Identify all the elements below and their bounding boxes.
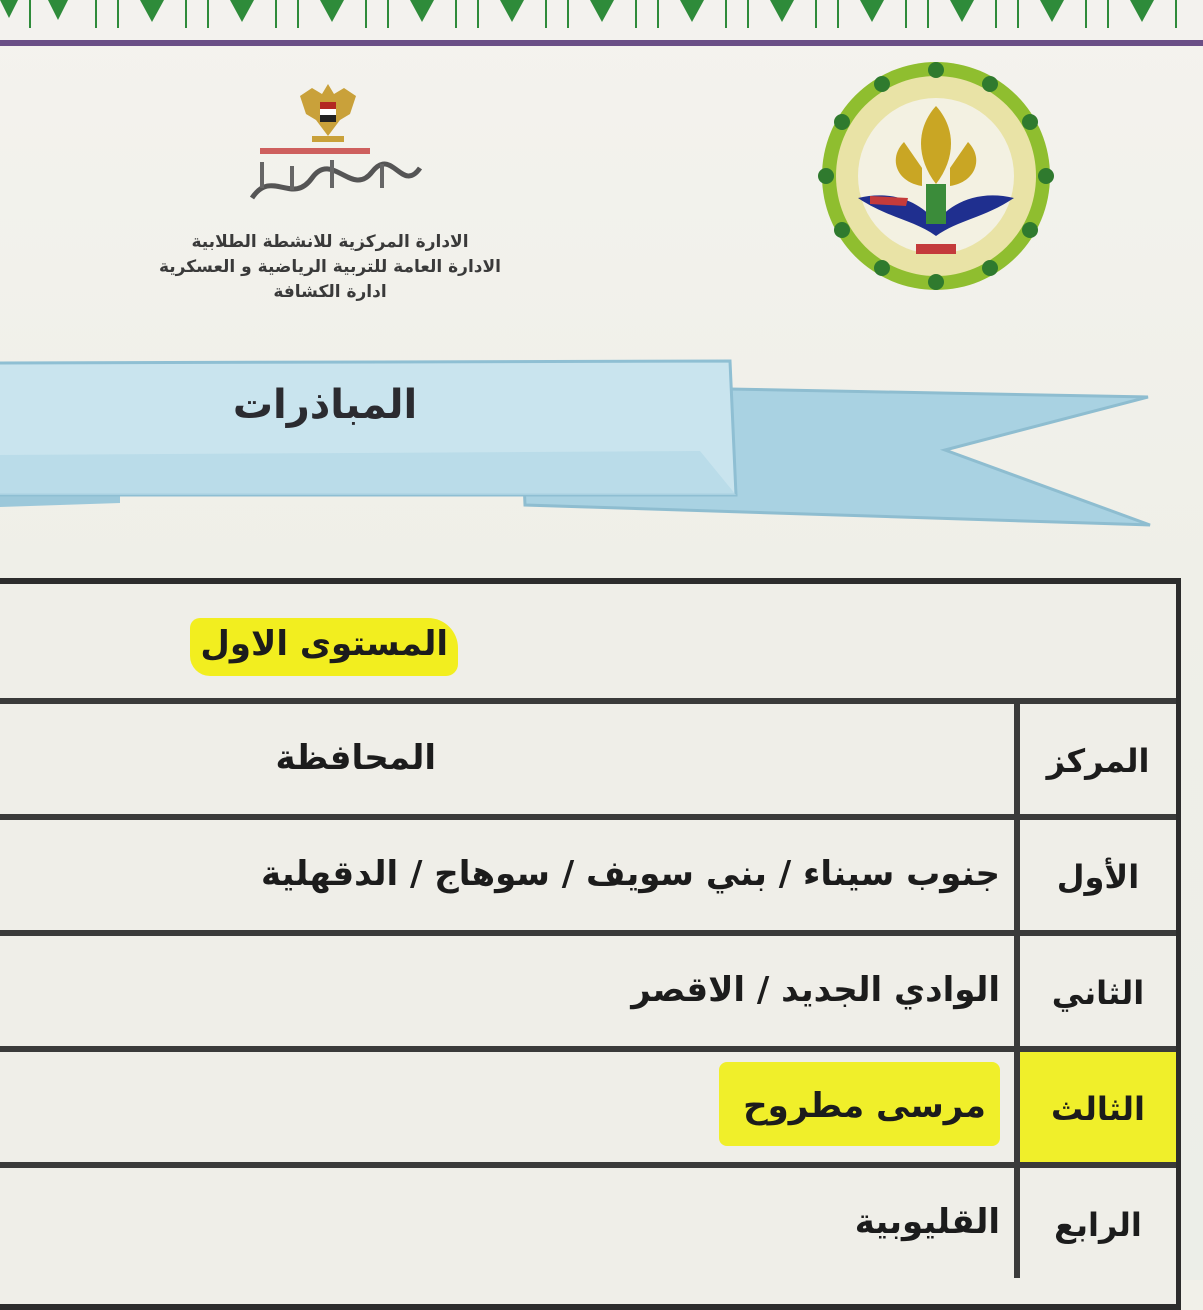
table-row: [0, 820, 1176, 936]
ministry-line-2: الادارة العامة للتربية الرياضية و العسكرية: [158, 257, 501, 277]
row-value-cell: مرسى مطروح: [719, 1062, 1000, 1146]
row-key-cell: الرابع: [1014, 1168, 1176, 1278]
row-key-cell: الأول: [1014, 820, 1176, 930]
ministry-header: [60, 80, 600, 340]
ministry-calligraphy-logo: [232, 148, 432, 210]
level-row: [0, 584, 1176, 704]
header-key-cell: المركز: [1014, 704, 1176, 814]
table-row-highlighted: [0, 1052, 1176, 1168]
row-key-cell: الثالث: [1014, 1052, 1176, 1162]
top-purple-rule: [0, 40, 1203, 46]
banner-title: المباذرات: [232, 382, 418, 428]
ministry-line-1: الادارة المركزية للانشطة الطلابية: [191, 232, 469, 252]
row-key-cell: الثاني: [1014, 936, 1176, 1046]
row-value-cell: القليوبية: [854, 1202, 1000, 1242]
table-row: [0, 1168, 1176, 1278]
matches-table: [0, 578, 1181, 1310]
row-value-cell: الوادي الجديد / الاقصر: [631, 970, 1000, 1010]
scout-emblem-icon: [808, 58, 1064, 294]
table-header-row: [0, 704, 1176, 820]
level-title: المستوى الاول: [190, 618, 458, 676]
ministry-text: [60, 230, 600, 305]
table-row: [0, 936, 1176, 1052]
row-value-cell: جنوب سيناء / بني سويف / سوهاج / الدقهلية: [261, 854, 1000, 894]
egypt-eagle-emblem-icon: [292, 80, 364, 146]
header-value-cell: المحافظة: [275, 738, 436, 778]
ministry-line-3: ادارة الكشافة: [273, 282, 387, 302]
